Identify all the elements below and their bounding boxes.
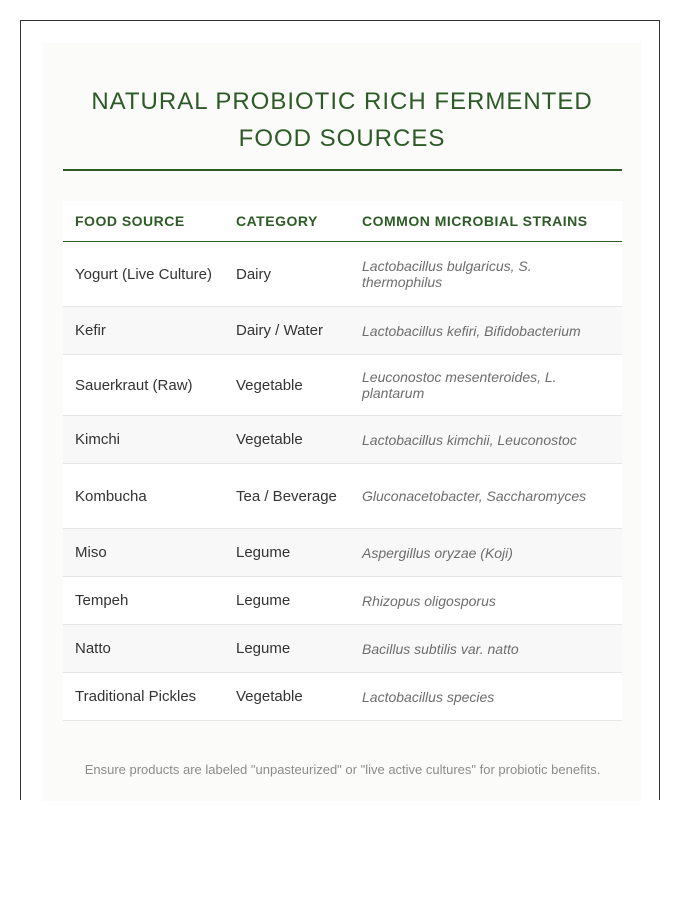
header-row <box>63 201 622 242</box>
table-row <box>63 625 622 673</box>
content-card <box>43 43 641 801</box>
food-source-cell: Tempeh <box>63 577 224 625</box>
category-cell: Vegetable <box>224 355 350 416</box>
food-source-cell: Kefir <box>63 307 224 355</box>
table-row <box>63 307 622 355</box>
table-header <box>63 201 622 242</box>
table-row <box>63 673 622 721</box>
category-cell: Dairy <box>224 242 350 307</box>
food-source-cell: Miso <box>63 529 224 577</box>
category-cell: Vegetable <box>224 416 350 464</box>
food-source-cell: Yogurt (Live Culture) <box>63 242 224 307</box>
category-cell: Tea / Beverage <box>224 464 350 529</box>
strains-cell: Leuconostoc mesenteroides, L. plantarum <box>350 355 622 416</box>
strains-cell: Bacillus subtilis var. natto <box>350 625 622 673</box>
page-title: NATURAL PROBIOTIC RICH FERMENTED FOOD SOURCES <box>91 88 593 152</box>
strains-cell: Lactobacillus species <box>350 673 622 721</box>
header-category: CATEGORY <box>224 201 350 242</box>
table-row <box>63 464 622 529</box>
header-food-source: FOOD SOURCE <box>63 201 224 242</box>
probiotic-foods-table <box>63 201 622 721</box>
table-row <box>63 529 622 577</box>
strains-cell: Rhizopus oligosporus <box>350 577 622 625</box>
table-row <box>63 416 622 464</box>
strains-cell: Lactobacillus kefiri, Bifidobacterium <box>350 307 622 355</box>
category-cell: Legume <box>224 529 350 577</box>
food-source-cell: Kombucha <box>63 464 224 529</box>
food-source-cell: Kimchi <box>63 416 224 464</box>
table-row <box>63 355 622 416</box>
strains-cell: Gluconacetobacter, Saccharomyces <box>350 464 622 529</box>
category-cell: Dairy / Water <box>224 307 350 355</box>
category-cell: Legume <box>224 625 350 673</box>
strains-cell: Aspergillus oryzae (Koji) <box>350 529 622 577</box>
page-frame <box>20 20 660 800</box>
table-row <box>63 242 622 307</box>
category-cell: Vegetable <box>224 673 350 721</box>
footer-note: Ensure products are labeled "unpasteurized" or "live active cultures" for probiotic benefits. <box>84 762 601 777</box>
food-source-cell: Natto <box>63 625 224 673</box>
strains-cell: Lactobacillus bulgaricus, S. thermophilus <box>350 242 622 307</box>
strains-cell: Lactobacillus kimchii, Leuconostoc <box>350 416 622 464</box>
title-divider <box>63 169 622 171</box>
table-body <box>63 242 622 721</box>
table-row <box>63 577 622 625</box>
food-source-cell: Sauerkraut (Raw) <box>63 355 224 416</box>
header-microbial-strains: COMMON MICROBIAL STRAINS <box>350 201 622 242</box>
food-source-cell: Traditional Pickles <box>63 673 224 721</box>
category-cell: Legume <box>224 577 350 625</box>
